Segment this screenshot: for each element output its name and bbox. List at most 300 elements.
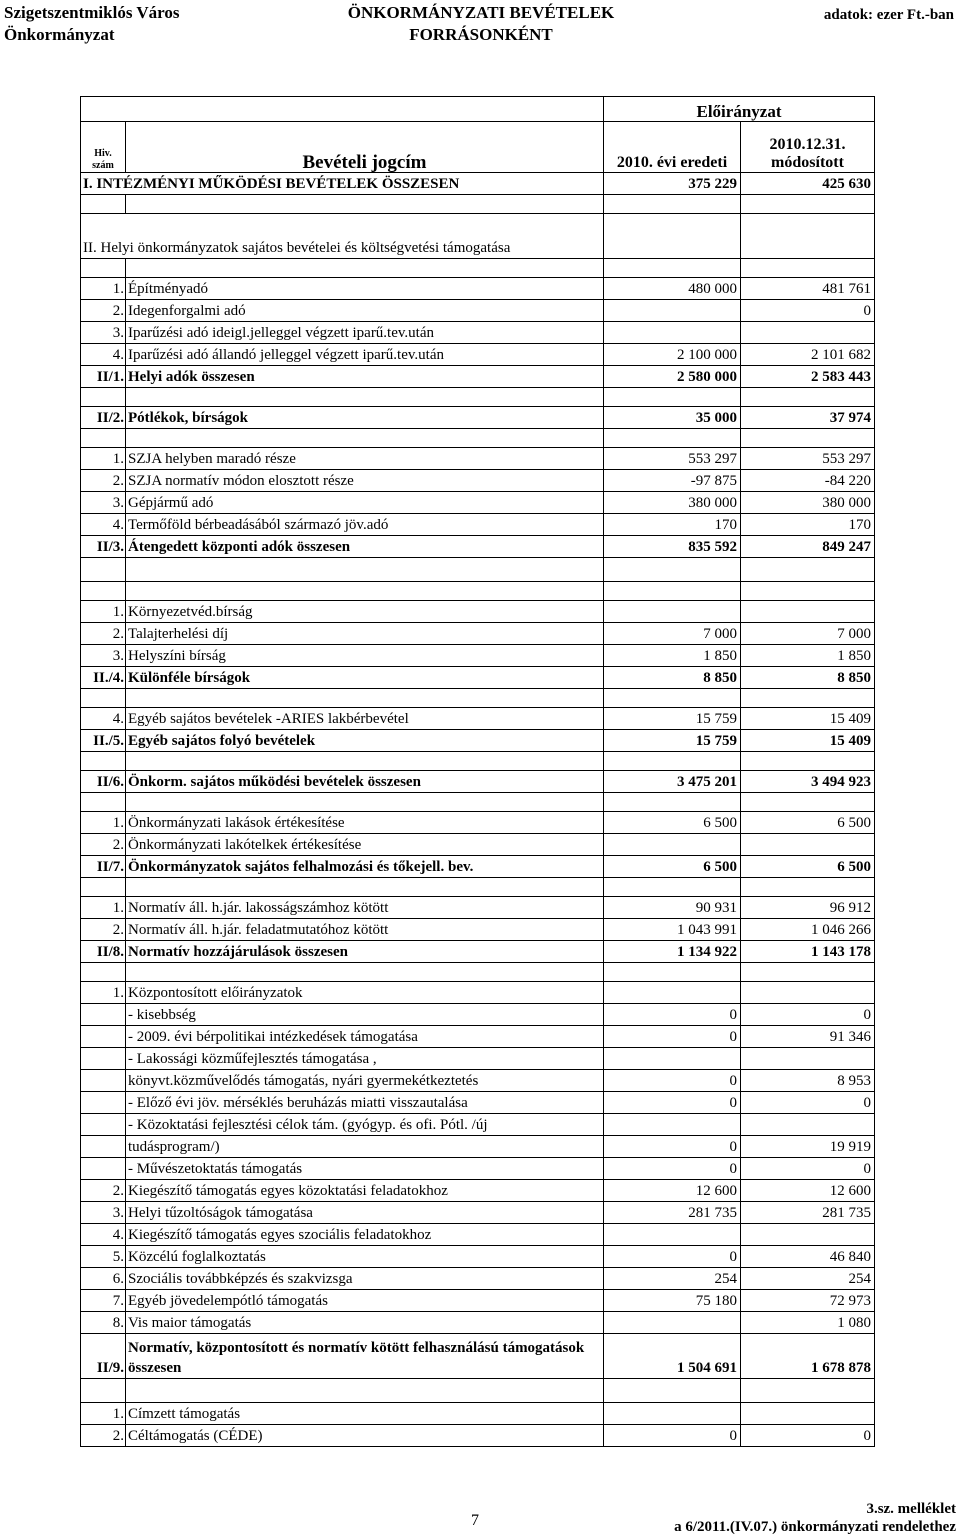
value-modositott: 8 850 (741, 667, 875, 689)
value-eredeti (604, 214, 741, 259)
table-row (81, 1290, 875, 1312)
spacer-cell (126, 963, 604, 982)
spacer-cell (81, 259, 126, 278)
row-number: 6. (81, 1268, 126, 1290)
row-label: Környezetvéd.bírság (126, 601, 604, 623)
spacer-cell (604, 582, 741, 601)
row-number (81, 1048, 126, 1070)
value-modositott: 96 912 (741, 897, 875, 919)
value-modositott (741, 1048, 875, 1070)
row-number: 8. (81, 1312, 126, 1334)
header-eredeti: 2010. évi eredeti (604, 122, 741, 173)
row-label: Központosított előirányzatok (126, 982, 604, 1004)
spacer-row (81, 195, 875, 214)
row-label: Iparűzési adó ideigl.jelleggel végzett iparű.tev.után (126, 322, 604, 344)
spacer-row (81, 963, 875, 982)
spacer-cell (81, 195, 126, 214)
value-eredeti: 0 (604, 1070, 741, 1092)
value-modositott: 1 850 (741, 645, 875, 667)
header-group-eloiranyzat: Előirányzat (604, 97, 875, 122)
row-number (81, 1026, 126, 1048)
table-row (81, 856, 875, 878)
row-label: Gépjármű adó (126, 492, 604, 514)
spacer-cell (81, 1379, 126, 1403)
row-number: 4. (81, 344, 126, 366)
value-modositott: 72 973 (741, 1290, 875, 1312)
value-eredeti: 1 504 691 (604, 1334, 741, 1379)
spacer-cell (741, 689, 875, 708)
value-modositott: 46 840 (741, 1246, 875, 1268)
row-label: Egyéb sajátos folyó bevételek (126, 730, 604, 752)
table-row (81, 366, 875, 388)
row-label: Helyi tűzoltóságok támogatása (126, 1202, 604, 1224)
table-row (81, 173, 875, 195)
row-label: Különféle bírságok (126, 667, 604, 689)
table-row (81, 667, 875, 689)
value-eredeti: 1 134 922 (604, 941, 741, 963)
table-row (81, 278, 875, 300)
spacer-row (81, 689, 875, 708)
value-modositott: 0 (741, 1092, 875, 1114)
value-modositott (741, 601, 875, 623)
spacer-cell (81, 582, 126, 601)
row-label: Iparűzési adó állandó jelleggel végzett iparű.tev.után (126, 344, 604, 366)
value-modositott: 2 583 443 (741, 366, 875, 388)
spacer-cell (126, 582, 604, 601)
table-row (81, 919, 875, 941)
table-row (81, 448, 875, 470)
header-empty-cell (81, 97, 126, 122)
table-row (81, 834, 875, 856)
row-label: - Lakossági közműfejlesztés támogatása , (126, 1048, 604, 1070)
spacer-cell (81, 429, 126, 448)
footer-annex-line2: a 6/2011.(IV.07.) önkormányzati rendelethez (674, 1519, 956, 1535)
footer-annex-line1: 3.sz. melléklet (866, 1501, 956, 1517)
row-number: 1. (81, 601, 126, 623)
value-eredeti: 480 000 (604, 278, 741, 300)
table-row (81, 1334, 875, 1379)
table-row (81, 771, 875, 793)
value-eredeti: 7 000 (604, 623, 741, 645)
value-eredeti: 0 (604, 1026, 741, 1048)
spacer-row (81, 259, 875, 278)
table-row (81, 1403, 875, 1425)
spacer-cell (126, 689, 604, 708)
row-number: 3. (81, 322, 126, 344)
header-unit: adatok: ezer Ft.-ban (823, 7, 954, 23)
table-row (81, 1026, 875, 1048)
value-eredeti (604, 834, 741, 856)
row-number: II/7. (81, 856, 126, 878)
row-number: 1. (81, 812, 126, 834)
value-eredeti: 281 735 (604, 1202, 741, 1224)
spacer-cell (604, 963, 741, 982)
table-row (81, 941, 875, 963)
value-modositott: 3 494 923 (741, 771, 875, 793)
value-modositott: 849 247 (741, 536, 875, 558)
row-label: SZJA normatív módon elosztott része (126, 470, 604, 492)
value-modositott: 19 919 (741, 1136, 875, 1158)
value-modositott (741, 1403, 875, 1425)
header-title (336, 2, 626, 46)
spacer-cell (604, 752, 741, 771)
row-number: 3. (81, 492, 126, 514)
row-number: 2. (81, 300, 126, 322)
spacer-cell (126, 878, 604, 897)
value-eredeti: 0 (604, 1136, 741, 1158)
value-eredeti: 90 931 (604, 897, 741, 919)
row-number: II/2. (81, 407, 126, 429)
value-modositott (741, 322, 875, 344)
value-modositott: 12 600 (741, 1180, 875, 1202)
header-hiv-szam: Hiv. szám (81, 122, 126, 173)
row-label: Önkormányzatok sajátos felhalmozási és tőkejell. bev. (126, 856, 604, 878)
spacer-cell (741, 388, 875, 407)
spacer-cell (81, 689, 126, 708)
row-number: 1. (81, 982, 126, 1004)
spacer-cell (604, 388, 741, 407)
value-eredeti (604, 1048, 741, 1070)
table-row (81, 1312, 875, 1334)
value-modositott: 2 101 682 (741, 344, 875, 366)
value-modositott (741, 982, 875, 1004)
value-modositott (741, 834, 875, 856)
value-modositott: 0 (741, 1425, 875, 1447)
value-eredeti (604, 982, 741, 1004)
spacer-cell (126, 558, 604, 582)
row-label: Kiegészítő támogatás egyes szociális feladatokhoz (126, 1224, 604, 1246)
value-eredeti (604, 300, 741, 322)
row-label: - Művészetoktatás támogatás (126, 1158, 604, 1180)
value-modositott: 8 953 (741, 1070, 875, 1092)
spacer-cell (741, 963, 875, 982)
value-eredeti: -97 875 (604, 470, 741, 492)
revenue-table (80, 96, 875, 1447)
row-number: II./4. (81, 667, 126, 689)
row-number: II/6. (81, 771, 126, 793)
value-eredeti: 2 100 000 (604, 344, 741, 366)
row-label: tudásprogram/) (126, 1136, 604, 1158)
value-eredeti (604, 1403, 741, 1425)
row-label: - kisebbség (126, 1004, 604, 1026)
value-eredeti: 0 (604, 1246, 741, 1268)
table-row (81, 645, 875, 667)
table-row (81, 514, 875, 536)
spacer-cell (741, 429, 875, 448)
row-label: - 2009. évi bérpolitikai intézkedések támogatása (126, 1026, 604, 1048)
value-modositott (741, 214, 875, 259)
row-label: Normatív, központosított és normatív kötött felhasználású támogatások összesen (126, 1334, 604, 1379)
value-eredeti: 3 475 201 (604, 771, 741, 793)
row-label: - Előző évi jöv. mérséklés beruházás miatti visszautalása (126, 1092, 604, 1114)
table-row (81, 730, 875, 752)
spacer-cell (604, 259, 741, 278)
row-number: 2. (81, 1180, 126, 1202)
row-label: Normatív áll. h.jár. lakosságszámhoz kötött (126, 897, 604, 919)
value-modositott: 281 735 (741, 1202, 875, 1224)
row-number: 2. (81, 623, 126, 645)
header-modositott: 2010.12.31. módosított (741, 122, 875, 173)
spacer-cell (741, 878, 875, 897)
header-left (4, 2, 180, 46)
row-label: Helyszíni bírság (126, 645, 604, 667)
value-modositott: 37 974 (741, 407, 875, 429)
table-row (81, 897, 875, 919)
value-eredeti: 170 (604, 514, 741, 536)
row-label: Címzett támogatás (126, 1403, 604, 1425)
value-eredeti: 12 600 (604, 1180, 741, 1202)
value-modositott: 15 409 (741, 730, 875, 752)
header-title-line1: ÖNKORMÁNYZATI BEVÉTELEK (347, 3, 615, 22)
spacer-row (81, 558, 875, 582)
row-label: Vis maior támogatás (126, 1312, 604, 1334)
row-label: Közcélú foglalkoztatás (126, 1246, 604, 1268)
value-modositott: 1 046 266 (741, 919, 875, 941)
table-row (81, 1004, 875, 1026)
row-number: II/9. (81, 1334, 126, 1379)
row-label: Normatív áll. h.jár. feladatmutatóhoz kötött (126, 919, 604, 941)
row-number: 2. (81, 470, 126, 492)
row-number: 2. (81, 919, 126, 941)
row-label: Építményadó (126, 278, 604, 300)
row-label: Idegenforgalmi adó (126, 300, 604, 322)
row-number: 5. (81, 1246, 126, 1268)
value-eredeti: 0 (604, 1425, 741, 1447)
table-row (81, 344, 875, 366)
row-number: 1. (81, 1403, 126, 1425)
value-modositott: 170 (741, 514, 875, 536)
spacer-cell (604, 689, 741, 708)
table-row (81, 1268, 875, 1290)
value-eredeti: 15 759 (604, 730, 741, 752)
spacer-cell (126, 793, 604, 812)
table-row (81, 1202, 875, 1224)
row-number (81, 1070, 126, 1092)
row-number: II/1. (81, 366, 126, 388)
row-label: Termőföld bérbeadásából származó jöv.adó (126, 514, 604, 536)
value-eredeti: 6 500 (604, 856, 741, 878)
spacer-cell (604, 878, 741, 897)
value-eredeti (604, 1312, 741, 1334)
row-label: Céltámogatás (CÉDE) (126, 1425, 604, 1447)
row-label: Egyéb sajátos bevételek -ARIES lakbérbevétel (126, 708, 604, 730)
spacer-cell (126, 195, 604, 214)
value-eredeti: 375 229 (604, 173, 741, 195)
table-row (81, 300, 875, 322)
value-eredeti: 835 592 (604, 536, 741, 558)
spacer-cell (81, 878, 126, 897)
spacer-cell (741, 195, 875, 214)
value-eredeti: 35 000 (604, 407, 741, 429)
value-eredeti: 380 000 (604, 492, 741, 514)
header-left-line2: Önkormányzat (4, 25, 115, 44)
row-number: 1. (81, 897, 126, 919)
value-modositott: 0 (741, 1004, 875, 1026)
value-modositott: -84 220 (741, 470, 875, 492)
spacer-cell (604, 1379, 741, 1403)
value-modositott: 1 678 878 (741, 1334, 875, 1379)
table-row (81, 1158, 875, 1180)
value-modositott: 425 630 (741, 173, 875, 195)
value-eredeti (604, 1224, 741, 1246)
value-eredeti: 0 (604, 1158, 741, 1180)
table-header-row-1 (81, 97, 875, 122)
value-eredeti: 553 297 (604, 448, 741, 470)
row-number: 3. (81, 1202, 126, 1224)
row-number (81, 1004, 126, 1026)
spacer-cell (126, 259, 604, 278)
table-row (81, 1114, 875, 1136)
value-modositott: 1 143 178 (741, 941, 875, 963)
row-number: II/3. (81, 536, 126, 558)
table-header-row-2 (81, 122, 875, 173)
table-row (81, 492, 875, 514)
value-eredeti: 8 850 (604, 667, 741, 689)
value-modositott (741, 1224, 875, 1246)
value-eredeti (604, 601, 741, 623)
spacer-cell (604, 195, 741, 214)
value-modositott: 481 761 (741, 278, 875, 300)
value-eredeti: 75 180 (604, 1290, 741, 1312)
value-eredeti (604, 1114, 741, 1136)
table-row (81, 214, 875, 259)
spacer-cell (126, 429, 604, 448)
row-label: Pótlékok, bírságok (126, 407, 604, 429)
value-eredeti: 1 850 (604, 645, 741, 667)
spacer-cell (604, 429, 741, 448)
spacer-cell (604, 558, 741, 582)
table-row (81, 601, 875, 623)
row-label: Szociális továbbképzés és szakvizsga (126, 1268, 604, 1290)
spacer-cell (741, 582, 875, 601)
value-eredeti: 0 (604, 1004, 741, 1026)
table-row (81, 1136, 875, 1158)
spacer-row (81, 793, 875, 812)
value-modositott: 553 297 (741, 448, 875, 470)
header-left-line1: Szigetszentmiklós Város (4, 3, 180, 22)
row-number: 4. (81, 708, 126, 730)
table-row (81, 1224, 875, 1246)
value-eredeti: 1 043 991 (604, 919, 741, 941)
row-number: 4. (81, 514, 126, 536)
header-empty-cell (126, 97, 604, 122)
row-label: Normatív hozzájárulások összesen (126, 941, 604, 963)
spacer-cell (126, 752, 604, 771)
row-number: 2. (81, 834, 126, 856)
row-number: 1. (81, 448, 126, 470)
row-label: II. Helyi önkormányzatok sajátos bevételei és költségvetési támogatása (81, 214, 604, 259)
spacer-cell (741, 793, 875, 812)
row-label: Átengedett központi adók összesen (126, 536, 604, 558)
value-modositott: 254 (741, 1268, 875, 1290)
table-row (81, 1246, 875, 1268)
spacer-cell (81, 963, 126, 982)
row-label: Kiegészítő támogatás egyes közoktatási feladatokhoz (126, 1180, 604, 1202)
spacer-cell (81, 388, 126, 407)
value-modositott: 7 000 (741, 623, 875, 645)
value-modositott: 0 (741, 300, 875, 322)
table-row (81, 407, 875, 429)
table-row (81, 322, 875, 344)
value-eredeti: 2 580 000 (604, 366, 741, 388)
row-label: Egyéb jövedelempótló támogatás (126, 1290, 604, 1312)
table-row (81, 1048, 875, 1070)
spacer-cell (741, 558, 875, 582)
spacer-cell (741, 259, 875, 278)
spacer-cell (81, 558, 126, 582)
value-modositott (741, 1114, 875, 1136)
row-number: 1. (81, 278, 126, 300)
row-number: II/8. (81, 941, 126, 963)
spacer-row (81, 429, 875, 448)
page-number: 7 (471, 1512, 479, 1529)
row-label: SZJA helyben maradó része (126, 448, 604, 470)
value-modositott: 6 500 (741, 856, 875, 878)
row-label: Önkormányzati lakótelkek értékesítése (126, 834, 604, 856)
spacer-cell (81, 793, 126, 812)
row-number (81, 1114, 126, 1136)
row-label: Talajterhelési díj (126, 623, 604, 645)
value-eredeti: 254 (604, 1268, 741, 1290)
spacer-row (81, 388, 875, 407)
value-modositott: 91 346 (741, 1026, 875, 1048)
row-number: 2. (81, 1425, 126, 1447)
value-modositott: 380 000 (741, 492, 875, 514)
row-label: I. INTÉZMÉNYI MŰKÖDÉSI BEVÉTELEK ÖSSZESEN (81, 173, 604, 195)
row-label: Önkorm. sajátos működési bevételek összesen (126, 771, 604, 793)
value-eredeti (604, 322, 741, 344)
row-number: 4. (81, 1224, 126, 1246)
footer-annex (674, 1500, 956, 1536)
table-row (81, 623, 875, 645)
spacer-cell (81, 752, 126, 771)
value-eredeti: 0 (604, 1092, 741, 1114)
spacer-row (81, 878, 875, 897)
row-number (81, 1158, 126, 1180)
header-title-line2: FORRÁSONKÉNT (409, 25, 553, 44)
value-modositott: 6 500 (741, 812, 875, 834)
spacer-row (81, 752, 875, 771)
header-bevételi-jogcim: Bevételi jogcím (126, 122, 604, 173)
value-eredeti: 6 500 (604, 812, 741, 834)
row-label: - Közoktatási fejlesztési célok tám. (gyógyp. és ofi. Pótl. /új (126, 1114, 604, 1136)
table-row (81, 1070, 875, 1092)
row-number: 7. (81, 1290, 126, 1312)
value-modositott: 0 (741, 1158, 875, 1180)
row-number (81, 1136, 126, 1158)
spacer-cell (741, 1379, 875, 1403)
table-row (81, 1092, 875, 1114)
table-row (81, 1180, 875, 1202)
table-row (81, 536, 875, 558)
table-row (81, 812, 875, 834)
value-modositott: 15 409 (741, 708, 875, 730)
revenue-table-body (81, 97, 875, 1447)
table-row (81, 982, 875, 1004)
row-label: Helyi adók összesen (126, 366, 604, 388)
row-label: Önkormányzati lakások értékesítése (126, 812, 604, 834)
spacer-cell (741, 752, 875, 771)
value-modositott: 1 080 (741, 1312, 875, 1334)
spacer-cell (604, 793, 741, 812)
spacer-cell (126, 1379, 604, 1403)
table-row (81, 470, 875, 492)
value-eredeti: 15 759 (604, 708, 741, 730)
row-number (81, 1092, 126, 1114)
row-number: 3. (81, 645, 126, 667)
spacer-row (81, 582, 875, 601)
table-row (81, 708, 875, 730)
